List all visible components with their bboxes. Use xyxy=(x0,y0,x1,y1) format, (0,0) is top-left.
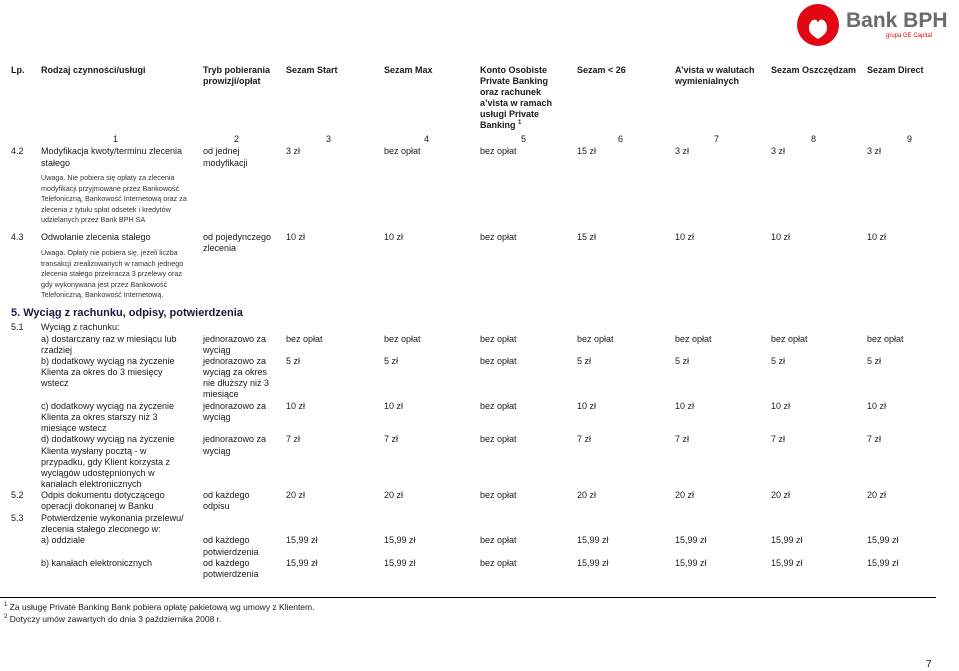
col-number-1: 1 xyxy=(113,134,119,144)
row-4-3-oszczedzam: 10 zł xyxy=(771,232,791,242)
row-5-1b-mode-3: nie dłuższy niż 3 xyxy=(203,378,270,388)
row-5-2-desc-2: operacji dokonanej w Banku xyxy=(41,501,154,511)
row-4-3-mode-1: od pojedynczego xyxy=(203,232,272,242)
row-5-2-sezam-max: 20 zł xyxy=(384,490,404,500)
row-4-2-sezam-start: 3 zł xyxy=(286,146,301,156)
col-number-8: 8 xyxy=(811,134,817,144)
row-5-1d-oszczedzam: 7 zł xyxy=(771,434,786,444)
row-4-2-lp: 4.2 xyxy=(11,146,24,156)
row-5-3-lp: 5.3 xyxy=(11,513,24,523)
row-5-1d-desc-4: wyciągów udostępnionych w xyxy=(41,468,155,478)
row-4-2-mode-1: od jednej xyxy=(203,146,240,156)
page-number: 7 xyxy=(926,659,932,670)
header-sezam-oszczedzam: Sezam Oszczędzam xyxy=(771,65,857,75)
row-5-3b-desc: b) kanałach elektronicznych xyxy=(41,558,153,568)
bank-logo-tagline: grupa GE Capital xyxy=(886,33,933,39)
row-5-1a-sezam-start: bez opłat xyxy=(286,334,323,344)
row-4-2-konto: bez opłat xyxy=(480,146,517,156)
row-5-1b-sezam-max: 5 zł xyxy=(384,356,399,366)
row-5-1a-desc-1: a) dostarczany raz w miesiącu lub xyxy=(41,334,177,344)
row-5-3b-mode-2: potwierdzenia xyxy=(203,569,259,579)
row-5-1a-konto: bez opłat xyxy=(480,334,517,344)
row-4-2-avista: 3 zł xyxy=(675,146,690,156)
row-5-1c-avista: 10 zł xyxy=(675,401,695,411)
row-5-2-avista: 20 zł xyxy=(675,490,695,500)
row-5-1d-sezam-start: 7 zł xyxy=(286,434,301,444)
row-5-1c-desc-1: c) dodatkowy wyciąg na życzenie xyxy=(41,401,175,411)
row-5-1c-konto: bez opłat xyxy=(480,401,517,411)
row-5-1d-mode-2: wyciąg xyxy=(203,446,231,456)
row-4-2-sezam-max: bez opłat xyxy=(384,146,421,156)
row-5-1c-oszczedzam: 10 zł xyxy=(771,401,791,411)
header-avista-2: wymienialnych xyxy=(675,76,740,86)
footnote-2: $^2$ Dotyczy umów zawartych do dnia 3 października 2008 r. xyxy=(4,614,222,624)
row-5-1c-sezam-start: 10 zł xyxy=(286,401,306,411)
col-number-9: 9 xyxy=(907,134,913,144)
row-4-2-sezam-26: 15 zł xyxy=(577,146,597,156)
row-5-3-desc-1: Potwierdzenie wykonania przelewu/ xyxy=(41,513,184,523)
header-konto-1: Konto Osobiste xyxy=(480,65,547,75)
row-4-2-direct: 3 zł xyxy=(867,146,882,156)
row-5-1c-sezam-26: 10 zł xyxy=(577,401,597,411)
footnote-divider xyxy=(0,597,936,598)
row-5-1d-sezam-26: 7 zł xyxy=(577,434,592,444)
row-5-3b-sezam-start: 15,99 zł xyxy=(286,558,318,568)
row-5-2-mode-1: od każdego xyxy=(203,490,250,500)
row-5-1d-sezam-max: 7 zł xyxy=(384,434,399,444)
row-5-3b-sezam-max: 15,99 zł xyxy=(384,558,416,568)
row-4-2-oszczedzam: 3 zł xyxy=(771,146,786,156)
header-konto-4: a’vista w ramach xyxy=(480,98,553,108)
row-5-1d-desc-5: kanałach elektronicznych xyxy=(41,479,142,489)
footnote-1: $^1$ Za usługę Private Banking Bank pobiera opłatę pakietową wg umowy z Klientem. xyxy=(4,602,315,612)
row-5-3a-avista: 15,99 zł xyxy=(675,535,707,545)
col-number-6: 6 xyxy=(618,134,624,144)
row-5-1a-sezam-26: bez opłat xyxy=(577,334,614,344)
row-5-1d-konto: bez opłat xyxy=(480,434,517,444)
row-5-1b-desc-3: wstecz xyxy=(41,378,69,388)
row-5-1b-mode-4: miesiące xyxy=(203,389,239,399)
header-lp: Lp. xyxy=(11,65,25,75)
row-5-3a-sezam-max: 15,99 zł xyxy=(384,535,416,545)
row-5-1a-desc-2: rzadziej xyxy=(41,345,73,355)
bank-logo-text: Bank BPH xyxy=(846,9,948,32)
row-5-1c-sezam-max: 10 zł xyxy=(384,401,404,411)
row-5-1d-direct: 7 zł xyxy=(867,434,882,444)
row-4-2-mode-2: modyfikacji xyxy=(203,158,248,168)
row-5-1c-desc-3: miesiące wstecz xyxy=(41,423,107,433)
header-avista-1: A’vista w walutach xyxy=(675,65,755,75)
col-number-7: 7 xyxy=(714,134,720,144)
header-fee-mode-1: Tryb pobierania xyxy=(203,65,271,75)
row-5-3a-desc: a) oddziale xyxy=(41,535,86,545)
row-5-1-lp: 5.1 xyxy=(11,322,24,332)
row-5-2-sezam-start: 20 zł xyxy=(286,490,306,500)
row-5-3b-avista: 15,99 zł xyxy=(675,558,707,568)
row-4-3-sezam-start: 10 zł xyxy=(286,232,306,242)
row-4-3-note: Uwaga. Opłaty nie pobiera się, jeżeli liczba transakcji zrealizowanych w ramach jednego zlecenia stałego przekracza 3 przelewy oraz gdy wykonywana jest przez Bankowość Telefoniczną, Bankowość Internetową. xyxy=(41,248,184,299)
row-5-1b-direct: 5 zł xyxy=(867,356,882,366)
row-5-1a-oszczedzam: bez opłat xyxy=(771,334,808,344)
row-5-3b-mode-1: od każdego xyxy=(203,558,250,568)
row-5-3b-konto: bez opłat xyxy=(480,558,517,568)
header-konto-2: Private Banking xyxy=(480,76,549,86)
row-4-3-lp: 4.3 xyxy=(11,232,24,242)
row-5-3a-sezam-start: 15,99 zł xyxy=(286,535,318,545)
row-5-1b-desc-1: b) dodatkowy wyciąg na życzenie xyxy=(41,356,175,366)
row-5-1a-avista: bez opłat xyxy=(675,334,712,344)
header-fee-mode-2: prowizji/opłat xyxy=(203,76,261,86)
row-4-3-avista: 10 zł xyxy=(675,232,695,242)
col-number-4: 4 xyxy=(424,134,430,144)
header-sezam-max: Sezam Max xyxy=(384,65,433,75)
row-5-2-mode-2: odpisu xyxy=(203,501,230,511)
row-5-3a-konto: bez opłat xyxy=(480,535,517,545)
row-5-1b-sezam-26: 5 zł xyxy=(577,356,592,366)
row-5-2-direct: 20 zł xyxy=(867,490,887,500)
row-5-1c-mode-2: wyciąg xyxy=(203,412,231,422)
col-number-2: 2 xyxy=(234,134,240,144)
header-sezam-start: Sezam Start xyxy=(286,65,338,75)
col-number-5: 5 xyxy=(521,134,527,144)
row-5-3b-sezam-26: 15,99 zł xyxy=(577,558,609,568)
row-5-1b-avista: 5 zł xyxy=(675,356,690,366)
row-4-3-desc: Odwołanie zlecenia stałego xyxy=(41,232,151,242)
row-5-2-lp: 5.2 xyxy=(11,490,24,500)
row-5-1b-desc-2: Klienta za okres do 3 miesięcy xyxy=(41,367,163,377)
row-5-1-title: Wyciąg z rachunku: xyxy=(41,322,120,332)
header-konto-6: Banking $^1$ xyxy=(480,120,522,130)
row-4-3-mode-2: zlecenia xyxy=(203,243,237,253)
row-5-2-oszczedzam: 20 zł xyxy=(771,490,791,500)
row-5-2-konto: bez opłat xyxy=(480,490,517,500)
row-5-1a-mode-1: jednorazowo za xyxy=(203,334,267,344)
row-5-1d-avista: 7 zł xyxy=(675,434,690,444)
row-5-1c-direct: 10 zł xyxy=(867,401,887,411)
row-4-2-desc-2: stałego xyxy=(41,158,71,168)
row-5-2-desc-1: Odpis dokumentu dotyczącego xyxy=(41,490,165,500)
row-5-2-sezam-26: 20 zł xyxy=(577,490,597,500)
bank-logo-mark xyxy=(797,4,839,46)
row-5-1b-konto: bez opłat xyxy=(480,356,517,366)
row-5-3-desc-2: zlecenia stałego zleconego w: xyxy=(41,524,161,534)
row-5-1d-desc-2: Klienta wysłany pocztą - w xyxy=(41,446,147,456)
row-5-1d-desc-3: przypadku, gdy Klient korzysta z xyxy=(41,457,171,467)
col-number-3: 3 xyxy=(326,134,332,144)
row-5-3b-direct: 15,99 zł xyxy=(867,558,899,568)
header-konto-5: usługi Private xyxy=(480,109,540,119)
row-5-1b-mode-2: wyciąg za okres xyxy=(203,367,268,377)
row-5-3a-mode-1: od każdego xyxy=(203,535,250,545)
row-5-3a-direct: 15,99 zł xyxy=(867,535,899,545)
row-5-1b-sezam-start: 5 zł xyxy=(286,356,301,366)
section-5-title: 5. Wyciąg z rachunku, odpisy, potwierdzenia xyxy=(11,307,243,319)
row-5-1b-oszczedzam: 5 zł xyxy=(771,356,786,366)
row-4-3-sezam-26: 15 zł xyxy=(577,232,597,242)
row-5-1c-mode-1: jednorazowo za xyxy=(203,401,267,411)
row-5-1c-desc-2: Klienta za okres starszy niż 3 xyxy=(41,412,158,422)
row-4-2-note: Uwaga. Nie pobiera się opłaty za zlecenia modyfikacji przyjmowane przez Bankowość Telefoniczną, Bankowość Internetową oraz za zlecenia z tytułu spłat odsetek i kredytów udzielanych przez Bank BPH SA xyxy=(41,173,187,224)
header-sezam-direct: Sezam Direct xyxy=(867,65,924,75)
row-5-3a-oszczedzam: 15,99 zł xyxy=(771,535,803,545)
header-konto-3: oraz rachunek xyxy=(480,87,542,97)
row-4-3-sezam-max: 10 zł xyxy=(384,232,404,242)
row-5-3a-sezam-26: 15,99 zł xyxy=(577,535,609,545)
row-4-3-direct: 10 zł xyxy=(867,232,887,242)
row-5-1d-desc-1: d) dodatkowy wyciąg na życzenie xyxy=(41,434,175,444)
row-5-3b-oszczedzam: 15,99 zł xyxy=(771,558,803,568)
row-5-1b-mode-1: jednorazowo za xyxy=(203,356,267,366)
row-5-1d-mode-1: jednorazowo za xyxy=(203,434,267,444)
row-5-1a-sezam-max: bez opłat xyxy=(384,334,421,344)
header-sezam-26: Sezam < 26 xyxy=(577,65,626,75)
header-service-type: Rodzaj czynności/usługi xyxy=(41,65,146,75)
row-5-1a-direct: bez opłat xyxy=(867,334,904,344)
row-5-1a-mode-2: wyciąg xyxy=(203,345,231,355)
row-4-2-desc-1: Modyfikacja kwoty/terminu zlecenia xyxy=(41,146,183,156)
row-5-3a-mode-2: potwierdzenia xyxy=(203,547,259,557)
row-4-3-konto: bez opłat xyxy=(480,232,517,242)
